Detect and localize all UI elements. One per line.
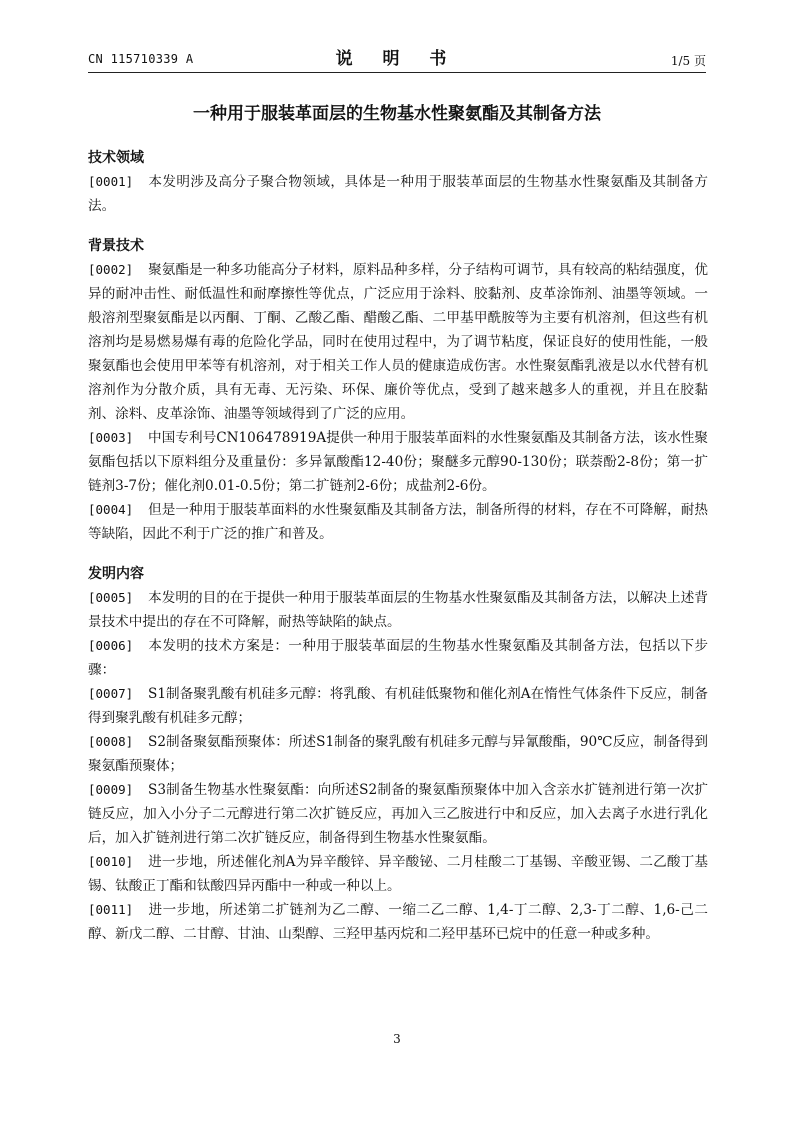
header-divider — [88, 72, 706, 73]
section-heading-summary: 发明内容 — [88, 566, 144, 582]
document-title: 一种用于服装革面层的生物基水性聚氨酯及其制备方法 — [193, 104, 601, 124]
paragraph-number: [0007] — [88, 686, 134, 701]
paragraph — [88, 498, 708, 546]
paragraph-number: [0009] — [88, 782, 134, 797]
paragraph-text: S1制备聚乳酸有机硅多元醇：将乳酸、有机硅低聚物和催化剂A在惰性气体条件下反应，制备得到聚乳酸有机硅多元醇； — [88, 686, 708, 726]
section-heading-technical-field: 技术领域 — [88, 150, 144, 166]
patent-number: CN 115710339 A — [88, 52, 194, 66]
paragraph — [88, 730, 708, 778]
paragraph-number: [0010] — [88, 854, 134, 869]
paragraph — [88, 258, 708, 426]
paragraph-text: S3制备生物基水性聚氨酯：向所述S2制备的聚氨酯预聚体中加入含亲水扩链剂进行第一次扩链反应，加入小分子二元醇进行第二次扩链反应，再加入三乙胺进行中和反应，加入去离子水进行乳化后，加入扩链剂进行第二次扩链反应，制备得到生物基水性聚氨酯。 — [88, 782, 708, 846]
document-body — [88, 146, 708, 946]
paragraph-number: [0008] — [88, 734, 134, 749]
paragraph-text: 中国专利号CN106478919A提供一种用于服装革面料的水性聚氨酯及其制备方法，该水性聚氨酯包括以下原料组分及重量份：多异氰酸酯12-40份；聚醚多元醇90-130份；联萘酚2-8份；第一扩链剂3-7份；催化剂0.01-0.5份；第二扩链剂2-6份；成盐剂2-6份。 — [88, 430, 708, 494]
paragraph-text: 但是一种用于服装革面料的水性聚氨酯及其制备方法，制备所得的材料，存在不可降解，耐热等缺陷，因此不利于广泛的推广和普及。 — [88, 502, 708, 542]
paragraph-text: 聚氨酯是一种多功能高分子材料，原料品种多样，分子结构可调节，具有较高的粘结强度，优异的耐冲击性、耐低温性和耐摩擦性等优点，广泛应用于涂料、胶黏剂、皮革涂饰剂、油墨等领域。一般溶剂型聚氨酯是以丙酮、丁酮、乙酸乙酯、醋酸乙酯、二甲基甲酰胺等为主要有机溶剂，但这些有机溶剂均是易燃易爆有毒的危险化学品，同时在使用过程中，为了调节粘度，保证良好的使用性能，一般聚氨酯也会使用甲苯等有机溶剂，对于相关工作人员的健康造成伤害。水性聚氨酯乳液是以水代替有机溶剂作为分散介质，具有无毒、无污染、环保、廉价等优点，受到了越来越多人的重视，并且在胶黏剂、涂料、皮革涂饰、油墨等领域得到了广泛的应用。 — [88, 262, 708, 422]
paragraph-number: [0001] — [88, 174, 134, 189]
paragraph — [88, 426, 708, 498]
paragraph — [88, 778, 708, 850]
paragraph-text: S2制备聚氨酯预聚体：所述S1制备的聚乳酸有机硅多元醇与异氰酸酯，90℃反应，制备得到聚氨酯预聚体； — [88, 734, 708, 774]
paragraph — [88, 170, 708, 218]
paragraph — [88, 682, 708, 730]
paragraph — [88, 634, 708, 682]
paragraph-number: [0011] — [88, 902, 134, 917]
paragraph — [88, 586, 708, 634]
paragraph-text: 本发明涉及高分子聚合物领域，具体是一种用于服装革面层的生物基水性聚氨酯及其制备方法。 — [88, 174, 708, 214]
page-indicator: 1/5 页 — [670, 54, 706, 68]
paragraph — [88, 850, 708, 898]
paragraph — [88, 898, 708, 946]
paragraph-number: [0002] — [88, 262, 134, 277]
section-heading-background: 背景技术 — [88, 238, 144, 254]
paragraph-number: [0004] — [88, 502, 134, 517]
page-header — [88, 44, 706, 74]
paragraph-text: 本发明的目的在于提供一种用于服装革面层的生物基水性聚氨酯及其制备方法，以解决上述背景技术中提出的存在不可降解，耐热等缺陷的缺点。 — [88, 590, 708, 630]
paragraph-text: 进一步地，所述催化剂A为异辛酸锌、异辛酸铋、二月桂酸二丁基锡、辛酸亚锡、二乙酸丁基锡、钛酸正丁酯和钛酸四异丙酯中一种或一种以上。 — [88, 854, 708, 894]
paragraph-number: [0005] — [88, 590, 134, 605]
paragraph-text: 本发明的技术方案是：一种用于服装革面层的生物基水性聚氨酯及其制备方法，包括以下步骤： — [88, 638, 708, 678]
paragraph-number: [0003] — [88, 430, 134, 445]
paragraph-number: [0006] — [88, 638, 134, 653]
document-type: 说 明 书 — [335, 49, 459, 69]
paragraph-text: 进一步地，所述第二扩链剂为乙二醇、一缩二乙二醇、1,4-丁二醇、2,3-丁二醇、1,6-己二醇、新戊二醇、二甘醇、甘油、山梨醇、三羟甲基丙烷和二羟甲基环已烷中的任意一种或多种。 — [88, 902, 708, 942]
page-number: 3 — [393, 1032, 401, 1046]
